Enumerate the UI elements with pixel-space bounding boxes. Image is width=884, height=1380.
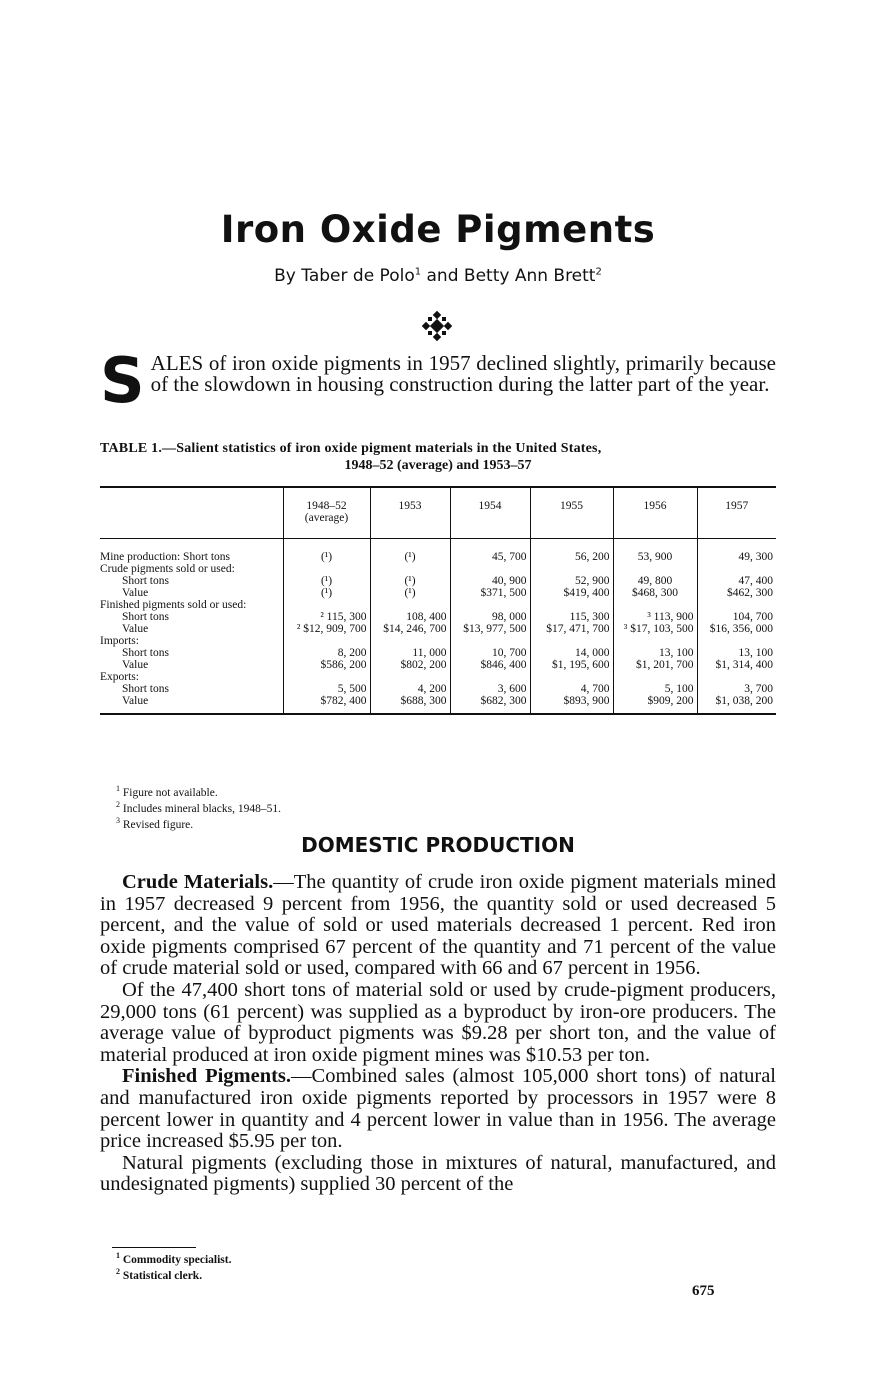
table-cell: 4, 700 — [530, 683, 613, 695]
author1-footnote-ref: 1 — [414, 266, 422, 278]
table-cell: $586, 200 — [283, 659, 370, 671]
page-footnote — [116, 1266, 231, 1282]
section-heading: DOMESTIC PRODUCTION — [301, 833, 575, 857]
table-cell: $846, 400 — [450, 659, 530, 671]
table-cell: $13, 977, 500 — [450, 623, 530, 635]
table-row — [100, 611, 776, 623]
paragraph — [100, 980, 776, 1066]
table-cell: 56, 200 — [530, 539, 613, 564]
footnote-text: Figure not available. — [122, 786, 218, 799]
row-label: Value — [122, 659, 149, 671]
row-label: Exports: — [100, 671, 139, 683]
paragraph-text: —The quantity of crude iron oxide pigment materials mined in 1957 decreased 9 percent from 1956, the quantity sold or used decreased 5 percent, and the value of sold or used materials decreased 1 percent. Red iron oxide pigments comprised 67 percent of the quantity and 71 percent of the value of crude material sold or used, compared with 66 and 67 percent in 1956. — [100, 871, 776, 980]
byline-by: By Taber de Polo — [274, 266, 415, 286]
table-caption-line2: 1948–52 (average) and 1953–57 — [344, 458, 532, 473]
column-header: 1954 — [450, 487, 530, 539]
table-footnote — [116, 815, 281, 831]
paragraph-text: Natural pigments (excluding those in mixtures of natural, manufactured, and undesignated pigments) supplied 30 percent of the — [100, 1151, 776, 1196]
intro-text: ALES of iron oxide pigments in 1957 declined slightly, primarily because of the slowdown in housing construction during the latter part of the year. — [150, 351, 776, 396]
table-cell: $782, 400 — [283, 695, 370, 714]
run-in-heading: Finished Pigments. — [122, 1065, 292, 1088]
table-cell: 53, 900 — [613, 539, 697, 564]
table-cell — [530, 563, 613, 575]
table-cell: $16, 356, 000 — [697, 623, 776, 635]
table-cell: 47, 400 — [697, 575, 776, 587]
paragraph — [100, 1066, 776, 1152]
page-footnote — [116, 1250, 231, 1266]
table-cell: ³ $17, 103, 500 — [613, 623, 697, 635]
table-caption — [100, 440, 776, 474]
table-cell — [530, 599, 613, 611]
table-cell — [370, 563, 450, 575]
table-cell: $419, 400 — [530, 587, 613, 599]
table-cell: $909, 200 — [613, 695, 697, 714]
table-row — [100, 659, 776, 671]
page-footnotes — [116, 1250, 231, 1282]
table-cell: 13, 100 — [613, 647, 697, 659]
table-cell — [283, 671, 370, 683]
table-cell: 104, 700 — [697, 611, 776, 623]
paragraph — [100, 872, 776, 980]
row-label: Imports: — [100, 635, 139, 647]
row-label: Crude pigments sold or used: — [100, 563, 235, 575]
table-cell — [450, 635, 530, 647]
page-number: 675 — [692, 1283, 715, 1299]
row-label: Short tons — [122, 611, 169, 623]
table-cell: $688, 300 — [370, 695, 450, 714]
table-row-header-cell — [100, 487, 283, 539]
table-cell — [697, 599, 776, 611]
table-cell: 13, 100 — [697, 647, 776, 659]
table-cell: (¹) — [370, 539, 450, 564]
table-cell — [450, 671, 530, 683]
table-cell: 5, 500 — [283, 683, 370, 695]
footnote-number: 3 — [116, 815, 120, 825]
table-cell — [450, 599, 530, 611]
ornament-icon — [422, 311, 452, 341]
table-cell — [530, 635, 613, 647]
footnote-divider — [112, 1247, 196, 1248]
row-label: Short tons — [122, 647, 169, 659]
column-header: 1948–52 (average) — [283, 487, 370, 539]
column-header: 1956 — [613, 487, 697, 539]
table-cell: 108, 400 — [370, 611, 450, 623]
table-cell: ² $12, 909, 700 — [283, 623, 370, 635]
table-row — [100, 587, 776, 599]
table-caption-line1: TABLE 1.—Salient statistics of iron oxide pigment materials in the United States, — [100, 441, 602, 456]
row-label: Value — [122, 695, 149, 707]
table-cell: (¹) — [283, 587, 370, 599]
table-cell: (¹) — [370, 575, 450, 587]
table-cell: 3, 600 — [450, 683, 530, 695]
table-cell: $14, 246, 700 — [370, 623, 450, 635]
table-cell: $1, 038, 200 — [697, 695, 776, 714]
table-cell: 5, 100 — [613, 683, 697, 695]
table-row — [100, 563, 776, 575]
table-cell: $682, 300 — [450, 695, 530, 714]
table-cell — [370, 671, 450, 683]
page-title: Iron Oxide Pigments — [220, 208, 656, 251]
table-cell: $17, 471, 700 — [530, 623, 613, 635]
table-cell — [530, 671, 613, 683]
table-row — [100, 647, 776, 659]
byline-and: and Betty Ann Brett — [426, 266, 596, 286]
table-row — [100, 575, 776, 587]
row-label: Short tons — [122, 575, 169, 587]
table-cell: 4, 200 — [370, 683, 450, 695]
row-label: Value — [122, 623, 149, 635]
table-cell: 98, 000 — [450, 611, 530, 623]
salient-statistics-table — [100, 486, 776, 715]
table-cell: 8, 200 — [283, 647, 370, 659]
row-label: Value — [122, 587, 149, 599]
body-text — [100, 872, 776, 1196]
row-label: Short tons — [122, 683, 169, 695]
table-row — [100, 539, 776, 564]
table-cell: 49, 300 — [697, 539, 776, 564]
column-header: 1955 — [530, 487, 613, 539]
table-footnotes — [116, 783, 281, 830]
table-cell: $802, 200 — [370, 659, 450, 671]
table-row — [100, 599, 776, 611]
table-cell: (¹) — [370, 587, 450, 599]
table-cell: 52, 900 — [530, 575, 613, 587]
table-cell: (¹) — [283, 575, 370, 587]
intro-paragraph — [100, 344, 776, 417]
table-cell: 10, 700 — [450, 647, 530, 659]
table-cell — [613, 635, 697, 647]
row-label: Finished pigments sold or used: — [100, 599, 247, 611]
table-cell — [697, 563, 776, 575]
table-cell — [613, 563, 697, 575]
footnote-text: Revised figure. — [122, 818, 194, 831]
table-cell: 14, 000 — [530, 647, 613, 659]
table-cell — [283, 563, 370, 575]
column-header: 1957 — [697, 487, 776, 539]
table-row — [100, 623, 776, 635]
footnote-number: 2 — [116, 1266, 120, 1276]
paragraph-text: Of the 47,400 short tons of material sold or used by crude-pigment producers, 29,000 tons (61 percent) was supplied as a byproduct by iron-ore producers. The average value of byproduct pigments was $9.28 per short ton, and the value of material produced at iron oxide pigment mines was $10.53 per ton. — [100, 978, 776, 1066]
table-row — [100, 635, 776, 647]
drop-cap: S — [100, 344, 145, 417]
table-cell: ³ 113, 900 — [613, 611, 697, 623]
table-row — [100, 683, 776, 695]
table-cell: $1, 314, 400 — [697, 659, 776, 671]
table-cell: 3, 700 — [697, 683, 776, 695]
table-row — [100, 695, 776, 714]
byline — [100, 266, 776, 286]
table-cell: $1, 195, 600 — [530, 659, 613, 671]
table-cell: $1, 201, 700 — [613, 659, 697, 671]
paragraph — [100, 1153, 776, 1196]
table-cell: (¹) — [283, 539, 370, 564]
table-cell: $893, 900 — [530, 695, 613, 714]
table-cell: 11, 000 — [370, 647, 450, 659]
footnote-text: Commodity specialist. — [122, 1253, 232, 1266]
table-cell — [283, 635, 370, 647]
table-cell: 40, 900 — [450, 575, 530, 587]
run-in-heading: Crude Materials. — [122, 871, 274, 893]
table-cell: 115, 300 — [530, 611, 613, 623]
table-row — [100, 671, 776, 683]
table-cell — [613, 671, 697, 683]
table-cell: $371, 500 — [450, 587, 530, 599]
table-cell — [283, 599, 370, 611]
table-cell — [697, 635, 776, 647]
table-cell — [370, 599, 450, 611]
row-label: Mine production: Short tons — [100, 551, 231, 563]
table-cell — [450, 563, 530, 575]
table-cell — [370, 635, 450, 647]
footnote-number: 2 — [116, 799, 120, 809]
table-cell — [613, 599, 697, 611]
table-cell — [697, 671, 776, 683]
footnote-text: Includes mineral blacks, 1948–51. — [122, 802, 281, 815]
table-cell: 49, 800 — [613, 575, 697, 587]
table-footnote — [116, 799, 281, 815]
table-footnote — [116, 783, 281, 799]
table-cell: 45, 700 — [450, 539, 530, 564]
table-cell: ² 115, 300 — [283, 611, 370, 623]
footnote-number: 1 — [116, 1251, 120, 1260]
footnote-number: 1 — [116, 784, 120, 793]
table-cell: $468, 300 — [613, 587, 697, 599]
paragraph-text: —Combined sales (almost 105,000 short tons) of natural and manufactured iron oxide pigments reported by processors in 1957 were 8 percent lower in quantity and 4 percent lower in value than in 1956. The average price increased $5.95 per ton. — [100, 1065, 777, 1153]
table-cell: $462, 300 — [697, 587, 776, 599]
author2-footnote-ref: 2 — [595, 266, 602, 278]
footnote-text: Statistical clerk. — [122, 1269, 203, 1282]
column-header: 1953 — [370, 487, 450, 539]
table-header-row — [100, 487, 776, 539]
